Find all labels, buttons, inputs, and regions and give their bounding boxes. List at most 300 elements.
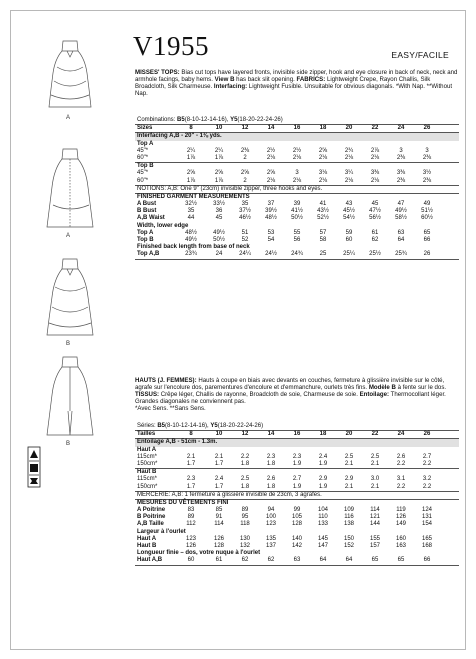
mesure-cell: 163	[395, 543, 406, 549]
measure-cell: 48½	[185, 229, 197, 236]
series-row	[135, 423, 459, 430]
yardage-cell: 2	[243, 177, 247, 184]
haut-a-115-row	[135, 454, 459, 461]
measure-cell: 46½	[239, 215, 251, 222]
measure-cell: 51½	[421, 208, 433, 215]
mesure-cell: 138	[343, 521, 354, 528]
view-b-label: View B	[214, 76, 235, 84]
sketch-label-b2: B	[66, 441, 71, 447]
taille-cell: 26	[423, 431, 431, 438]
length-ab-row	[135, 251, 459, 258]
description-title: MISSES' TOPS:	[135, 69, 180, 76]
taille-cell: 14	[267, 431, 275, 438]
top-b-front-sketch	[47, 259, 93, 335]
measure-cell: 39	[293, 201, 301, 208]
mesure-cell: 131	[421, 514, 432, 521]
metrage-cell: 1.9	[292, 483, 302, 490]
metrage-cell: 2.9	[318, 476, 328, 483]
top-ab-label: Top A,B	[137, 251, 160, 258]
garment-sketches	[11, 11, 129, 651]
view-b-text: has back slit opening.	[234, 76, 297, 84]
mesure-cell: 135	[265, 535, 276, 542]
mesure-cell: 91	[215, 514, 223, 521]
measure-cell: 51	[241, 229, 249, 236]
taille-cell: 10	[215, 431, 223, 438]
fr-title: HAUTS (J. FEMMES):	[135, 377, 197, 384]
yardage-cell: 2	[243, 154, 247, 161]
top-a-back-sketch	[47, 149, 93, 227]
size-cell: 24	[397, 125, 405, 132]
measure-cell: 25¼	[343, 251, 355, 258]
measure-cell: 56	[293, 237, 301, 243]
mesure-cell: 126	[213, 535, 224, 542]
mesure-cell: 105	[291, 514, 302, 521]
mesure-cell: 99	[293, 507, 301, 514]
yardage-cell: 2⅝	[186, 170, 196, 177]
haut-a-label: Haut A	[137, 446, 157, 453]
haut-b-115-row	[135, 476, 459, 483]
mesures-heading	[135, 500, 459, 507]
measure-cell: 24	[215, 251, 223, 258]
difficulty-label: EASY/FACILE	[391, 50, 449, 60]
tailles-row	[135, 431, 459, 438]
metrage-cell: 3.2	[422, 476, 432, 483]
metrage-cell: 2.1	[214, 453, 224, 460]
largeur-haut-b-row	[135, 543, 459, 550]
sketch-label-a1: A	[66, 115, 71, 121]
series-row-part: (8-10-12-14-16),	[165, 423, 211, 429]
yardage-cell: 2⅝	[214, 170, 224, 177]
measure-cell: 58½	[395, 215, 407, 222]
interfacing-row-label: Interfacing A,B - 20" - 1⅜ yds.	[137, 133, 222, 140]
measure-cell: 37	[267, 201, 275, 208]
combinations-row-part: Y5	[230, 117, 238, 123]
measure-cell: 54½	[343, 215, 355, 222]
mesure-cell: 144	[369, 521, 380, 528]
fabrics-text: Lightweight Crepe, Rayon Challis, Silk Broadcloth, Silk Charmeuse.	[135, 76, 431, 91]
mesure-cell: 65	[397, 557, 405, 564]
header	[129, 31, 467, 61]
yardage-cell: 2⅛	[344, 177, 354, 184]
metrage-cell: 1.7	[186, 460, 196, 467]
width-lower-label: Width, lower edge	[137, 222, 189, 229]
mesure-cell: 157	[369, 543, 380, 549]
combinations-row-part: Combinations:	[137, 117, 178, 123]
measure-cell: 58	[319, 237, 327, 243]
yardage-cell: 3	[425, 147, 429, 154]
measure-cell: 41½	[291, 208, 303, 215]
taille-cell: 18	[319, 431, 327, 438]
size-cell: 16	[293, 125, 301, 132]
yardage-cell: 2¼	[214, 147, 224, 154]
measure-cell: 23¾	[185, 251, 197, 258]
measure-cell: 49½	[185, 237, 197, 243]
mesure-cell: 130	[239, 535, 250, 542]
metrage-cell: 2.4	[214, 476, 224, 483]
width-top-a-row	[135, 230, 459, 237]
mesure-cell: 60	[187, 557, 195, 564]
haut-a-150-row	[135, 461, 459, 468]
measure-cell: 60½	[421, 215, 433, 222]
metrage-cell: 3.1	[396, 476, 406, 483]
fr-tissus-label: TISSUS:	[135, 391, 160, 399]
yardage-cell: 2⅛	[318, 154, 328, 161]
mesure-cell: 121	[369, 514, 380, 521]
width-lower-heading	[135, 223, 459, 230]
sizes-label: Sizes	[137, 125, 153, 132]
mesure-cell: 85	[215, 507, 223, 514]
yardage-cell: 2⅛	[370, 154, 380, 161]
yardage-cell: 1⅞	[214, 177, 224, 184]
metrage-cell: 2.3	[266, 453, 276, 460]
top-a-heading	[135, 141, 459, 148]
interfacing-row	[135, 133, 459, 140]
width-label: 115cm*	[137, 476, 157, 483]
taille-cell: 24	[397, 431, 405, 438]
mesure-cell: 168	[421, 543, 432, 549]
yardage-cell: 2⅛	[318, 177, 328, 184]
yardage-cell: 2¾	[344, 147, 354, 154]
size-cell: 18	[319, 125, 327, 132]
metrage-cell: 1.9	[318, 483, 328, 490]
width-label: 115cm*	[137, 453, 157, 460]
mesure-cell: 114	[214, 521, 224, 528]
haut-b-150-row	[135, 484, 459, 491]
width-top-b-row	[135, 237, 459, 244]
b-poitrine-row	[135, 514, 459, 521]
measure-cell: 59	[345, 229, 353, 236]
metrage-cell: 1.8	[240, 483, 250, 490]
mesure-cell: 152	[343, 543, 354, 549]
mesure-cell: 100	[265, 514, 276, 521]
table-rule	[135, 259, 459, 260]
yardage-cell: 2⅝	[318, 147, 328, 154]
size-cell: 10	[215, 125, 223, 132]
measure-cell: 47	[397, 201, 405, 208]
mercerie-text: MERCERIE: A,B: 1 fermeture à glissière invisible de 23cm, 3 agrafes.	[137, 491, 322, 498]
series-row-part: Y5	[210, 423, 218, 429]
measure-cell: 49½	[395, 208, 407, 215]
mesure-cell: 145	[317, 535, 328, 542]
french-description	[135, 377, 459, 412]
metrage-cell: 2.2	[396, 460, 406, 467]
measure-cell: 48½	[265, 215, 277, 222]
yardage-cell: 3	[295, 170, 299, 177]
b-bust-label: B Bust	[137, 208, 157, 215]
finished-heading	[135, 194, 459, 201]
largeur-heading	[135, 529, 459, 536]
combinations-row-part: B5	[177, 117, 185, 123]
metrage-cell: 2.1	[344, 460, 354, 467]
metrage-cell: 2.2	[422, 483, 432, 490]
top-a-front-sketch	[49, 41, 91, 107]
fr-entoilage-text: Thermocollant léger. Grandes diagonales ne conviennent pas.	[135, 391, 446, 406]
mesure-cell: 66	[423, 557, 431, 564]
top-a-label: Top A	[137, 140, 154, 147]
metrage-cell: 2.3	[292, 453, 302, 460]
yardage-cell: 3⅜	[396, 170, 406, 177]
measure-cell: 26	[423, 251, 431, 258]
mesure-cell: 126	[185, 543, 196, 549]
measure-cell: 25½	[369, 251, 381, 258]
yardage-cell: 2⅞	[370, 147, 380, 154]
yardage-cell: 2⅛	[266, 154, 276, 161]
haut-a-label: Haut A	[137, 535, 157, 542]
mesure-cell: 64	[345, 557, 353, 564]
top-a-label: Top A	[137, 229, 154, 236]
mesure-cell: 160	[395, 535, 406, 542]
back-length-label: Finished back length from base of neck	[137, 244, 250, 251]
metrage-cell: 1.8	[266, 483, 276, 490]
yardage-cell: 2⅛	[292, 177, 302, 184]
yardage-cell: 3⅛	[318, 170, 328, 177]
yardage-cell: 2½	[292, 147, 302, 154]
metrage-cell: 2.5	[240, 476, 250, 483]
taille-cell: 8	[189, 431, 193, 438]
french-yardage-table	[135, 423, 459, 566]
top-a-60-row	[135, 155, 459, 162]
measure-cell: 33½	[213, 201, 225, 208]
a-poitrine-row	[135, 507, 459, 514]
notions-row	[135, 186, 459, 193]
measure-cell: 24¼	[239, 251, 251, 258]
metrage-cell: 1.8	[266, 460, 276, 467]
metrage-cell: 2.4	[318, 453, 328, 460]
haut-a-heading	[135, 447, 459, 454]
largeur-haut-a-row	[135, 536, 459, 543]
longueur-heading	[135, 550, 459, 557]
top-b-heading	[135, 163, 459, 170]
metrage-cell: 2.6	[396, 453, 406, 460]
combinations-row-part: (8-10-12-14-16),	[184, 117, 231, 123]
mesure-cell: 94	[267, 507, 275, 514]
metrage-cell: 1.8	[240, 460, 250, 467]
measure-cell: 50½	[213, 237, 225, 243]
measure-cell: 35	[241, 201, 249, 208]
metrage-cell: 2.7	[422, 453, 432, 460]
measure-cell: 57	[319, 229, 327, 236]
mesure-cell: 62	[241, 557, 249, 564]
metrage-cell: 2.6	[266, 476, 276, 483]
metrage-cell: 2.9	[344, 476, 354, 483]
yardage-cell: 2⅜	[396, 177, 406, 184]
english-description	[135, 69, 459, 97]
yardage-cell: 1⅞	[186, 177, 196, 184]
mesure-cell: 154	[421, 521, 432, 528]
measure-cell: 44	[187, 215, 195, 222]
metrage-cell: 2.2	[422, 460, 432, 467]
metrage-cell: 2.2	[240, 453, 250, 460]
sizes-row	[135, 125, 459, 132]
metrage-cell: 1.7	[214, 483, 224, 490]
metrage-cell: 2.1	[370, 460, 380, 467]
haut-b-label: Haut B	[137, 543, 157, 549]
mesure-cell: 112	[186, 521, 196, 528]
measure-cell: 56½	[369, 215, 381, 222]
haut-b-heading	[135, 469, 459, 476]
measure-cell: 63	[397, 229, 405, 236]
mesure-cell: 116	[344, 514, 354, 521]
mesure-cell: 150	[343, 535, 354, 542]
table-rule	[135, 565, 459, 566]
mesure-cell: 109	[343, 507, 354, 514]
measure-cell: 50½	[291, 215, 303, 222]
mesure-cell: 110	[318, 514, 328, 521]
tailles-label: Tailles	[137, 431, 156, 438]
haut-ab-label: Haut A,B	[137, 557, 163, 564]
mesure-cell: 61	[215, 557, 223, 564]
measure-cell: 52½	[317, 215, 329, 222]
yardage-cell: 2⅝	[266, 170, 276, 177]
metrage-cell: 2.2	[396, 483, 406, 490]
metrage-cell: 2.1	[370, 483, 380, 490]
mesure-cell: 124	[421, 507, 432, 514]
fr-nap-note: *Avec Sens. **Sans Sens.	[135, 405, 206, 413]
mesure-cell: 62	[267, 557, 275, 564]
fabric-symbol-icon	[28, 447, 40, 487]
taille-cell: 20	[345, 431, 353, 438]
metrage-cell: 1.7	[214, 460, 224, 467]
metrage-cell: 2.7	[292, 476, 302, 483]
measure-cell: 36	[215, 208, 223, 215]
measure-cell: 52	[241, 237, 249, 243]
yardage-cell: 3¼	[344, 170, 354, 177]
metrage-cell: 1.9	[292, 460, 302, 467]
yardage-cell: 2⅛	[292, 154, 302, 161]
top-b-45-row	[135, 170, 459, 177]
series-row-part: Séries:	[137, 423, 158, 429]
yardage-cell: 2⅜	[240, 147, 250, 154]
entoilage-row	[135, 439, 459, 446]
size-cell: 12	[241, 125, 249, 132]
mesure-cell: 95	[241, 514, 249, 521]
combinations-row-part: (18-20-22-24-26)	[237, 117, 283, 123]
measure-cell: 66	[423, 237, 431, 243]
fr-tissus-text: Crêpe léger, Challis de rayonne, Broadcloth de soie, Charmeuse de soie.	[159, 391, 360, 399]
mesure-cell: 128	[213, 543, 224, 549]
notions-text: NOTIONS: A,B: One 9" (23cm) invisible zipper, three hooks and eyes.	[137, 185, 323, 192]
measure-cell: 64	[397, 237, 405, 243]
size-cell: 14	[267, 125, 275, 132]
yardage-cell: 2⅜	[396, 154, 406, 161]
width-label: 60"*	[137, 154, 149, 161]
measure-cell: 25	[319, 251, 327, 258]
measure-cell: 54	[267, 237, 275, 243]
mesure-cell: 89	[187, 514, 195, 521]
measure-cell: 62	[371, 237, 379, 243]
measure-cell: 32½	[185, 201, 197, 208]
measure-cell: 24½	[265, 251, 277, 258]
metrage-cell: 1.9	[318, 460, 328, 467]
haut-b-label: Haut B	[137, 469, 157, 476]
illustrations-column	[11, 11, 129, 651]
mesure-cell: 140	[291, 535, 302, 542]
metrage-cell: 2.3	[186, 476, 196, 483]
mesure-cell: 114	[370, 507, 380, 514]
yardage-cell: 3	[399, 147, 403, 154]
a-bust-label: A Bust	[137, 201, 157, 208]
entoilage-row-label: Entoilage A,B - 51cm - 1.3m.	[137, 439, 218, 446]
width-label: 45"*	[137, 147, 149, 154]
yardage-cell: 1⅞	[214, 154, 224, 161]
mesure-cell: 65	[371, 557, 379, 564]
measure-cell: 49½	[213, 229, 225, 236]
mesure-cell: 149	[395, 521, 406, 528]
yardage-cell: 2⅜	[422, 154, 432, 161]
mesure-cell: 142	[291, 543, 302, 549]
yardage-cell: 2⅝	[240, 170, 250, 177]
mesure-cell: 132	[239, 543, 250, 549]
size-cell: 26	[423, 125, 431, 132]
measure-cell: 47½	[369, 208, 381, 215]
mercerie-row	[135, 492, 459, 499]
mesure-cell: 89	[241, 507, 249, 514]
metrage-cell: 2.1	[186, 453, 196, 460]
metrage-cell: 3.0	[370, 476, 380, 483]
mesure-cell: 155	[369, 535, 380, 542]
measure-cell: 39½	[265, 208, 277, 215]
measure-cell: 24¾	[291, 251, 303, 258]
mesures-title: MESURES DU VÊTEMENTS FINI	[137, 499, 229, 506]
fr-model-b-label: Modèle B	[368, 384, 396, 392]
size-cell: 8	[189, 125, 193, 132]
measure-cell: 43½	[317, 208, 329, 215]
measure-cell: 60	[345, 237, 353, 243]
mesure-cell: 133	[317, 521, 328, 528]
sketch-label-b1: B	[66, 341, 71, 347]
metrage-cell: 2.5	[370, 453, 380, 460]
mesure-cell: 123	[185, 535, 196, 542]
mesure-cell: 165	[421, 535, 432, 542]
size-cell: 22	[371, 125, 379, 132]
measure-cell: 55	[293, 229, 301, 236]
top-a-45-row	[135, 148, 459, 155]
series-row-part: B5	[157, 423, 166, 429]
interfacing-text: Lightweight Fusible. Unsuitable for obvious diagonals. *With Nap. **Without Nap.	[135, 83, 453, 98]
yardage-cell: 3½	[422, 170, 432, 177]
ab-waist-label: A,B Waist	[137, 215, 165, 222]
measure-cell: 49	[423, 201, 431, 208]
metrage-cell: 1.7	[186, 483, 196, 490]
combinations-row	[135, 117, 459, 124]
yardage-cell: 3⅜	[370, 170, 380, 177]
top-b-back-sketch	[47, 357, 93, 435]
fr-text: Hauts à coupe en biais avec devants en couches, fermeture à glissière invisible sur le côté, agrafe sur l'encolure dos, parementures d'encolure et d'emmanchure, ourlets très fins.	[135, 377, 445, 392]
size-cell: 20	[345, 125, 353, 132]
fr-model-b-text: à fente sur le dos.	[395, 384, 447, 392]
metrage-cell: 2.5	[344, 453, 354, 460]
measure-cell: 45	[371, 201, 379, 208]
yardage-cell: 2⅛	[370, 177, 380, 184]
back-length-heading	[135, 244, 459, 251]
mesure-cell: 128	[291, 521, 302, 528]
measure-cell: 35	[187, 208, 195, 215]
measure-cell: 25¾	[395, 251, 407, 258]
measure-cell: 45½	[343, 208, 355, 215]
yardage-cell: 2⅛	[344, 154, 354, 161]
width-label: 150cm*	[137, 483, 158, 490]
yardage-cell: 2⅜	[422, 177, 432, 184]
measure-cell: 43	[345, 201, 353, 208]
sketch-label-a2: A	[66, 233, 71, 239]
mesure-cell: 126	[395, 514, 406, 521]
mesure-cell: 104	[317, 507, 328, 514]
mesure-cell: 63	[293, 557, 301, 564]
measure-cell: 53	[267, 229, 275, 236]
measure-cell: 41	[319, 201, 327, 208]
taille-cell: 16	[293, 431, 301, 438]
top-b-label: Top B	[137, 163, 154, 170]
